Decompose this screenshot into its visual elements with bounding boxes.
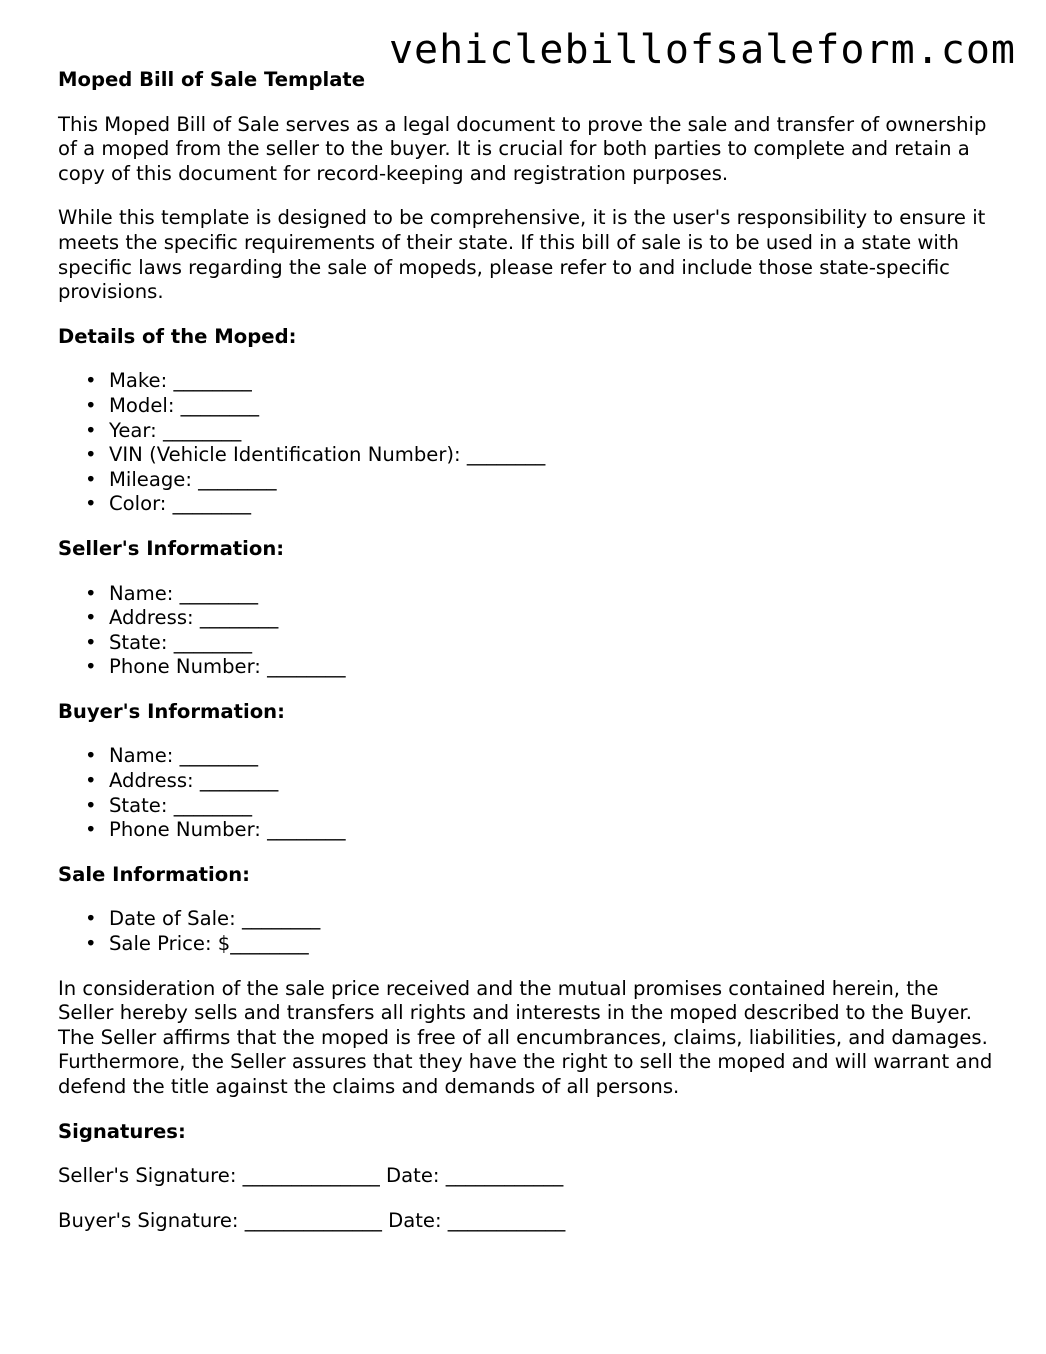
moped-make-field: • Make: ________ (109, 369, 998, 394)
moped-details-heading: Details of the Moped: (58, 324, 297, 348)
intro-paragraph-2: While this template is designed to be comprehensive, it is the user's responsibility to ensure it meets the specific requirements of their state. If this bill of sale is to be used in a state with specific laws regarding the sale of mopeds, please refer to and include those state-specific provisions. (58, 206, 986, 304)
watermark-site-name: vehiclebillofsaleform.com (388, 27, 1016, 73)
moped-model-field: • Model: ________ (109, 394, 998, 419)
seller-name-field: • Name: ________ (109, 582, 998, 607)
sale-info-list (58, 907, 998, 956)
moped-color-field: • Color: ________ (109, 492, 998, 517)
moped-year-field: • Year: ________ (109, 419, 998, 444)
buyer-info-list (58, 744, 998, 842)
seller-info-heading: Seller's Information: (58, 536, 285, 560)
buyer-name-field: • Name: ________ (109, 744, 998, 769)
seller-address-field: • Address: ________ (109, 606, 998, 631)
consideration-paragraph: In consideration of the sale price received and the mutual promises contained herein, the Seller hereby sells and transfers all rights and interests in the moped described to the Buyer. The Seller affirms that the moped is free of all encumbrances, claims, liabilities, and damages. Furthermore, the Seller assures that they have the right to sell the moped and will warrant and defend the title against the claims and demands of all persons. (58, 976, 993, 1098)
signatures-heading: Signatures: (58, 1119, 186, 1143)
sale-date-field: • Date of Sale: ________ (109, 907, 998, 932)
moped-details-list (58, 369, 998, 517)
seller-state-field: • State: ________ (109, 631, 998, 656)
bill-of-sale-document (58, 68, 998, 1253)
buyer-address-field: • Address: ________ (109, 769, 998, 794)
document-title: Moped Bill of Sale Template (58, 68, 366, 91)
moped-mileage-field: • Mileage: ________ (109, 468, 998, 493)
sale-price-field: • Sale Price: $________ (109, 932, 998, 957)
buyer-phone-field: • Phone Number: ________ (109, 818, 998, 843)
moped-vin-field: • VIN (Vehicle Identification Number): ________ (109, 443, 998, 468)
buyer-info-heading: Buyer's Information: (58, 699, 285, 723)
intro-paragraph-1: This Moped Bill of Sale serves as a legal document to prove the sale and transfer of ownership of a moped from the seller to the buyer. It is crucial for both parties to complete and retain a copy of this document for record-keeping and registration purposes. (58, 112, 987, 185)
seller-phone-field: • Phone Number: ________ (109, 655, 998, 680)
buyer-state-field: • State: ________ (109, 794, 998, 819)
seller-signature-line: Seller's Signature: ______________ Date: ____________ (58, 1164, 564, 1188)
seller-info-list (58, 582, 998, 680)
sale-info-heading: Sale Information: (58, 862, 251, 886)
buyer-signature-line: Buyer's Signature: ______________ Date: ____________ (58, 1208, 566, 1232)
